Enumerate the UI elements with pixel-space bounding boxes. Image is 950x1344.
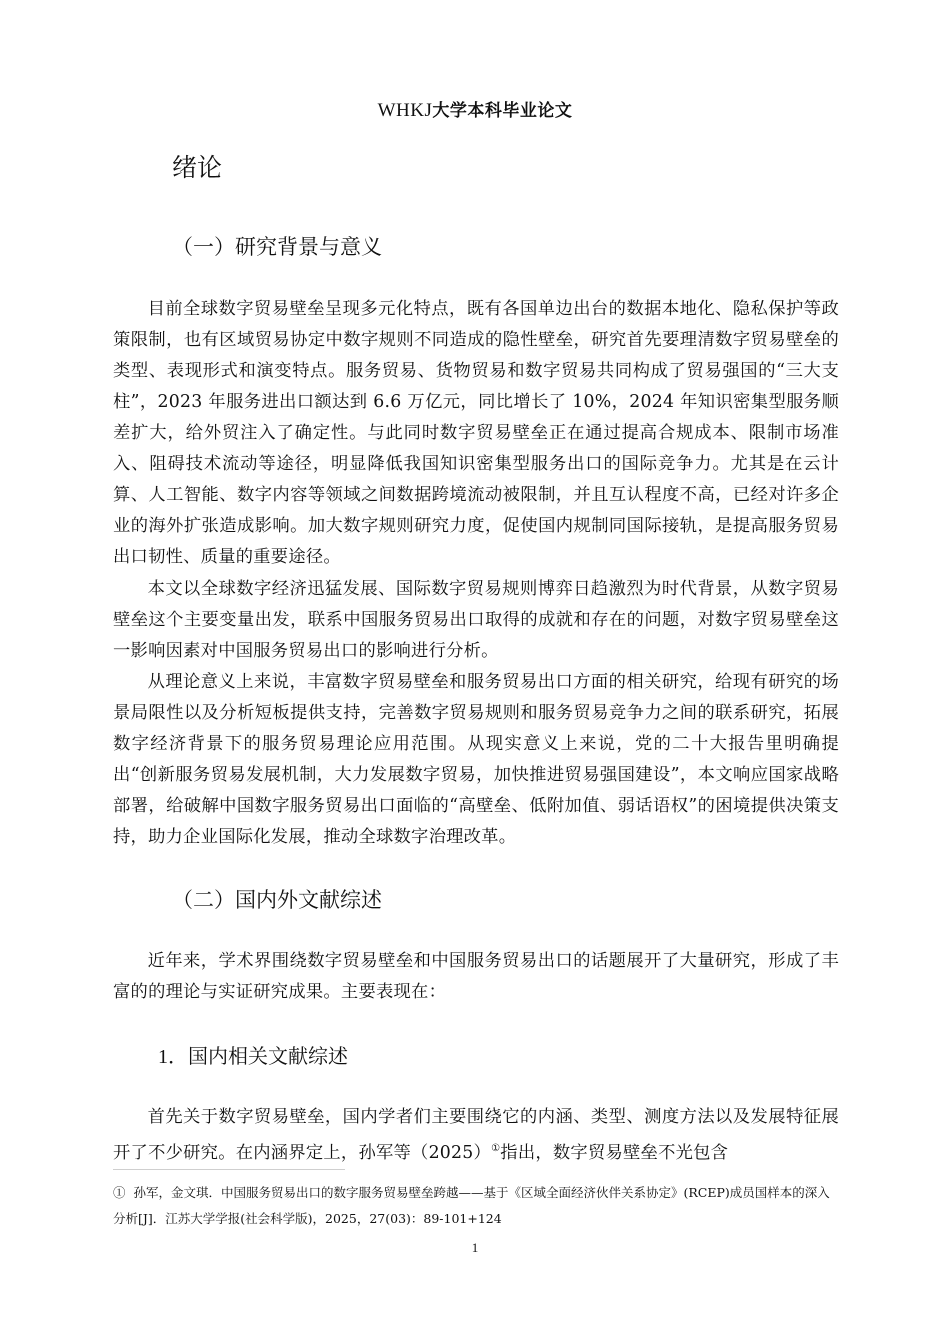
paragraph-text-before-note: 首先关于数字贸易壁垒，国内学者们主要围绕它的内涵、类型、测度方法以及发展特征展开了不少研究。在内涵界定上，孙军等（2025） [113, 1107, 839, 1163]
section-heading-literature-review: （二）国内外文献综述 [172, 888, 382, 912]
subsection-title: 国内相关文献综述 [188, 1044, 348, 1068]
footnote-mark: ① [113, 1185, 126, 1200]
page-number: 1 [471, 1240, 479, 1255]
chapter-title: 绪论 [172, 153, 223, 182]
footnote-divider [113, 1169, 345, 1170]
footnote-reference-mark[interactable]: ① [491, 1143, 501, 1154]
paragraph-background-1: 目前全球数字贸易壁垒呈现多元化特点，既有各国单边出台的数据本地化、隐私保护等政策限制，也有区域贸易协定中数字规则不同造成的隐性壁垒，研究首先要理清数字贸易壁垒的类型、表现形式和演变特点。服务贸易、货物贸易和数字贸易共同构成了贸易强国的“三大支柱”，2023 年服务进出口额达到 6.6 万亿元，同比增长了 10%，2024 年知识密集型服务顺差扩大，给外贸注入了确定性。与此同时数字贸易壁垒正在通过提高合规成本、限制市场准入、阻碍技术流动等途径，明显降低我国知识密集型服务出口的国际竞争力。尤其是在云计算、人工智能、数字内容等领域之间数据跨境流动被限制，并且互认程度不高，已经对许多企业的海外扩张造成影响。加大数字规则研究力度，促使国内规制同国际接轨，是提高服务贸易出口韧性、质量的重要途径。 [113, 299, 839, 567]
header-institution: WHKJ [377, 100, 433, 121]
subsection-heading-domestic [158, 1040, 348, 1069]
header-thesis-label: 大学本科毕业论文 [432, 101, 573, 121]
footnote [113, 1180, 839, 1232]
page-header [0, 96, 950, 122]
paragraph-text-after-note: 指出，数字贸易壁垒不光包含 [500, 1142, 729, 1163]
paragraph-domestic-review [113, 1102, 839, 1169]
section-heading-background: （一）研究背景与意义 [172, 235, 382, 259]
footnote-text: 孙军，金文琪．中国服务贸易出口的数字服务贸易壁垒跨越——基于《区域全面经济伙伴关系协定》(RCEP)成员国样本的深入分析[J]．江苏大学学报(社会科学版)，2025，27(03)：89-101+124 [113, 1185, 830, 1226]
paragraph-literature-intro: 近年来，学术界围绕数字贸易壁垒和中国服务贸易出口的话题展开了大量研究，形成了丰富的的理论与实证研究成果。主要表现在： [113, 951, 839, 1002]
paragraph-background-2: 本文以全球数字经济迅猛发展、国际数字贸易规则博弈日趋激烈为时代背景，从数字贸易壁垒这个主要变量出发，联系中国服务贸易出口取得的成就和存在的问题，对数字贸易壁垒这一影响因素对中国服务贸易出口的影响进行分析。 [113, 579, 839, 661]
subsection-number: 1． [158, 1046, 188, 1068]
paragraph-significance: 从理论意义上来说，丰富数字贸易壁垒和服务贸易出口方面的相关研究，给现有研究的场景局限性以及分析短板提供支持，完善数字贸易规则和服务贸易竞争力之间的联系研究，拓展数字经济背景下的服务贸易理论应用范围。从现实意义上来说，党的二十大报告里明确提出“创新服务贸易发展机制，大力发展数字贸易，加快推进贸易强国建设”，本文响应国家战略部署，给破解中国数字服务贸易出口面临的“高壁垒、低附加值、弱话语权”的困境提供决策支持，助力企业国际化发展，推动全球数字治理改革。 [113, 672, 839, 847]
